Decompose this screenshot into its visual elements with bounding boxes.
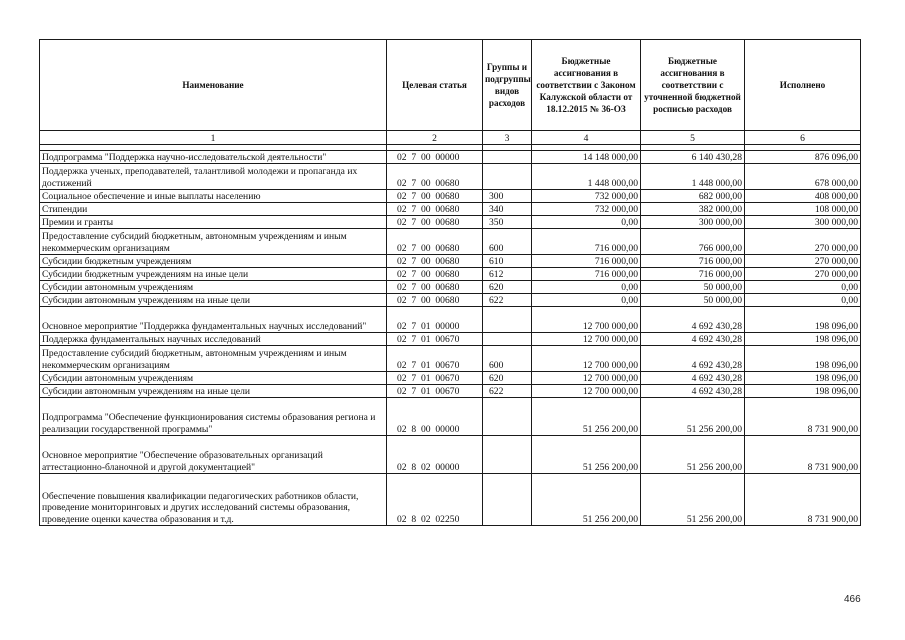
row-name-cell: Основное мероприятие "Обеспечение образовательных организаций аттестационно-бланочной и другой документацией": [40, 436, 387, 474]
row-target-code-cell: 02 7 00 00680: [387, 190, 483, 203]
row-group-code-cell: [483, 151, 532, 164]
row-name-cell: Предоставление субсидий бюджетным, автономным учреждениям и иным некоммерческим организациям: [40, 346, 387, 372]
column-number: 3: [483, 131, 532, 145]
budget-table: [39, 39, 861, 526]
row-target-code-cell: 02 8 02 02250: [387, 474, 483, 526]
row-law-amount-cell: 12 700 000,00: [532, 385, 641, 398]
table-row: [40, 294, 861, 307]
row-group-code-cell: 600: [483, 229, 532, 255]
row-target-code-cell: 02 7 00 00680: [387, 294, 483, 307]
page-number: 466: [844, 594, 861, 605]
table-row: [40, 151, 861, 164]
header-refined-allocations: Бюджетные ассигнования в соответствии с уточненной бюджетной росписью расходов: [641, 40, 745, 131]
row-refined-amount-cell: 716 000,00: [641, 255, 745, 268]
row-law-amount-cell: 14 148 000,00: [532, 151, 641, 164]
row-target-code-cell: 02 7 00 00680: [387, 203, 483, 216]
row-executed-amount-cell: 108 000,00: [745, 203, 861, 216]
row-target-code-cell: 02 7 01 00670: [387, 333, 483, 346]
column-number: 6: [745, 131, 861, 145]
row-group-code-cell: [483, 307, 532, 333]
row-refined-amount-cell: 4 692 430,28: [641, 372, 745, 385]
row-name-cell: Подпрограмма "Обеспечение функционирования системы образования региона и реализации государственной программы": [40, 398, 387, 436]
table-row: [40, 436, 861, 474]
row-law-amount-cell: 51 256 200,00: [532, 398, 641, 436]
row-group-code-cell: 600: [483, 346, 532, 372]
table-row: [40, 398, 861, 436]
row-name-cell: Субсидии автономным учреждениям на иные цели: [40, 294, 387, 307]
row-target-code-cell: 02 8 02 00000: [387, 436, 483, 474]
row-name-cell: Предоставление субсидий бюджетным, автономным учреждениям и иным некоммерческим организациям: [40, 229, 387, 255]
row-law-amount-cell: 12 700 000,00: [532, 346, 641, 372]
row-law-amount-cell: 716 000,00: [532, 229, 641, 255]
header-row: [40, 40, 861, 131]
row-target-code-cell: 02 7 01 00670: [387, 346, 483, 372]
table-row: [40, 255, 861, 268]
row-group-code-cell: 340: [483, 203, 532, 216]
row-executed-amount-cell: 0,00: [745, 281, 861, 294]
table-row: [40, 372, 861, 385]
row-name-cell: Субсидии автономным учреждениям: [40, 372, 387, 385]
row-target-code-cell: 02 7 00 00680: [387, 216, 483, 229]
row-group-code-cell: 622: [483, 385, 532, 398]
row-group-code-cell: [483, 474, 532, 526]
row-target-code-cell: 02 8 00 00000: [387, 398, 483, 436]
row-name-cell: Поддержка ученых, преподавателей, талантливой молодежи и пропаганда их достижений: [40, 164, 387, 190]
column-number: 2: [387, 131, 483, 145]
table-row: [40, 307, 861, 333]
row-law-amount-cell: 716 000,00: [532, 255, 641, 268]
row-name-cell: Социальное обеспечение и иные выплаты населению: [40, 190, 387, 203]
column-number: 4: [532, 131, 641, 145]
row-group-code-cell: 350: [483, 216, 532, 229]
row-law-amount-cell: 1 448 000,00: [532, 164, 641, 190]
row-group-code-cell: 610: [483, 255, 532, 268]
row-executed-amount-cell: 198 096,00: [745, 346, 861, 372]
row-refined-amount-cell: 4 692 430,28: [641, 385, 745, 398]
row-target-code-cell: 02 7 00 00680: [387, 281, 483, 294]
table-row: [40, 190, 861, 203]
row-group-code-cell: 622: [483, 294, 532, 307]
table-row: [40, 229, 861, 255]
column-number: 1: [40, 131, 387, 145]
row-law-amount-cell: 0,00: [532, 216, 641, 229]
table-row: [40, 268, 861, 281]
row-executed-amount-cell: 198 096,00: [745, 372, 861, 385]
row-executed-amount-cell: 270 000,00: [745, 255, 861, 268]
row-target-code-cell: 02 7 01 00670: [387, 372, 483, 385]
row-executed-amount-cell: 408 000,00: [745, 190, 861, 203]
column-number: 5: [641, 131, 745, 145]
row-law-amount-cell: 51 256 200,00: [532, 436, 641, 474]
row-refined-amount-cell: 51 256 200,00: [641, 436, 745, 474]
row-law-amount-cell: 51 256 200,00: [532, 474, 641, 526]
row-refined-amount-cell: 50 000,00: [641, 294, 745, 307]
row-target-code-cell: 02 7 00 00000: [387, 151, 483, 164]
header-law-allocations: Бюджетные ассигнования в соответствии с Законом Калужской области от 18.12.2015 № 36-ОЗ: [532, 40, 641, 131]
row-name-cell: Субсидии автономным учреждениям: [40, 281, 387, 294]
row-executed-amount-cell: 270 000,00: [745, 229, 861, 255]
row-refined-amount-cell: 382 000,00: [641, 203, 745, 216]
row-target-code-cell: 02 7 00 00680: [387, 255, 483, 268]
row-law-amount-cell: 716 000,00: [532, 268, 641, 281]
header-name: Наименование: [40, 40, 387, 131]
row-group-code-cell: 612: [483, 268, 532, 281]
header-target-article: Целевая статья: [387, 40, 483, 131]
row-refined-amount-cell: 50 000,00: [641, 281, 745, 294]
row-name-cell: Премии и гранты: [40, 216, 387, 229]
row-executed-amount-cell: 678 000,00: [745, 164, 861, 190]
row-refined-amount-cell: 1 448 000,00: [641, 164, 745, 190]
row-name-cell: Подпрограмма "Поддержка научно-исследовательской деятельности": [40, 151, 387, 164]
row-law-amount-cell: 0,00: [532, 281, 641, 294]
table-row: [40, 474, 861, 526]
table-row: [40, 216, 861, 229]
row-refined-amount-cell: 4 692 430,28: [641, 307, 745, 333]
row-executed-amount-cell: 198 096,00: [745, 307, 861, 333]
row-name-cell: Обеспечение повышения квалификации педагогических работников области, проведение мониторинговых и других исследований системы образования, проведение оценки качества образования и т.д.: [40, 474, 387, 526]
row-executed-amount-cell: 8 731 900,00: [745, 474, 861, 526]
header-executed: Исполнено: [745, 40, 861, 131]
row-refined-amount-cell: 682 000,00: [641, 190, 745, 203]
row-group-code-cell: [483, 398, 532, 436]
row-law-amount-cell: 0,00: [532, 294, 641, 307]
row-executed-amount-cell: 270 000,00: [745, 268, 861, 281]
row-group-code-cell: [483, 333, 532, 346]
row-refined-amount-cell: 51 256 200,00: [641, 474, 745, 526]
row-name-cell: Поддержка фундаментальных научных исследований: [40, 333, 387, 346]
row-law-amount-cell: 732 000,00: [532, 203, 641, 216]
row-target-code-cell: 02 7 00 00680: [387, 229, 483, 255]
table-row: [40, 333, 861, 346]
row-executed-amount-cell: 8 731 900,00: [745, 398, 861, 436]
row-executed-amount-cell: 0,00: [745, 294, 861, 307]
header-expense-groups: Группы и подгруппы видов расходов: [483, 40, 532, 131]
row-executed-amount-cell: 300 000,00: [745, 216, 861, 229]
row-executed-amount-cell: 198 096,00: [745, 333, 861, 346]
row-refined-amount-cell: 300 000,00: [641, 216, 745, 229]
row-group-code-cell: 620: [483, 281, 532, 294]
row-refined-amount-cell: 51 256 200,00: [641, 398, 745, 436]
row-executed-amount-cell: 8 731 900,00: [745, 436, 861, 474]
row-executed-amount-cell: 198 096,00: [745, 385, 861, 398]
row-name-cell: Субсидии бюджетным учреждениям на иные цели: [40, 268, 387, 281]
table-row: [40, 281, 861, 294]
row-name-cell: Субсидии автономным учреждениям на иные цели: [40, 385, 387, 398]
row-name-cell: Стипендии: [40, 203, 387, 216]
table-row: [40, 203, 861, 216]
row-law-amount-cell: 12 700 000,00: [532, 307, 641, 333]
row-name-cell: Субсидии бюджетным учреждениям: [40, 255, 387, 268]
row-group-code-cell: [483, 436, 532, 474]
row-refined-amount-cell: 716 000,00: [641, 268, 745, 281]
row-law-amount-cell: 732 000,00: [532, 190, 641, 203]
row-refined-amount-cell: 4 692 430,28: [641, 346, 745, 372]
table-row: [40, 385, 861, 398]
row-group-code-cell: [483, 164, 532, 190]
row-name-cell: Основное мероприятие "Поддержка фундаментальных научных исследований": [40, 307, 387, 333]
row-target-code-cell: 02 7 00 00680: [387, 268, 483, 281]
row-group-code-cell: 300: [483, 190, 532, 203]
row-target-code-cell: 02 7 01 00000: [387, 307, 483, 333]
row-law-amount-cell: 12 700 000,00: [532, 372, 641, 385]
row-refined-amount-cell: 4 692 430,28: [641, 333, 745, 346]
row-refined-amount-cell: 766 000,00: [641, 229, 745, 255]
row-target-code-cell: 02 7 00 00680: [387, 164, 483, 190]
row-refined-amount-cell: 6 140 430,28: [641, 151, 745, 164]
column-number-row: [40, 131, 861, 145]
row-executed-amount-cell: 876 096,00: [745, 151, 861, 164]
row-law-amount-cell: 12 700 000,00: [532, 333, 641, 346]
row-target-code-cell: 02 7 01 00670: [387, 385, 483, 398]
row-group-code-cell: 620: [483, 372, 532, 385]
table-row: [40, 164, 861, 190]
table-row: [40, 346, 861, 372]
